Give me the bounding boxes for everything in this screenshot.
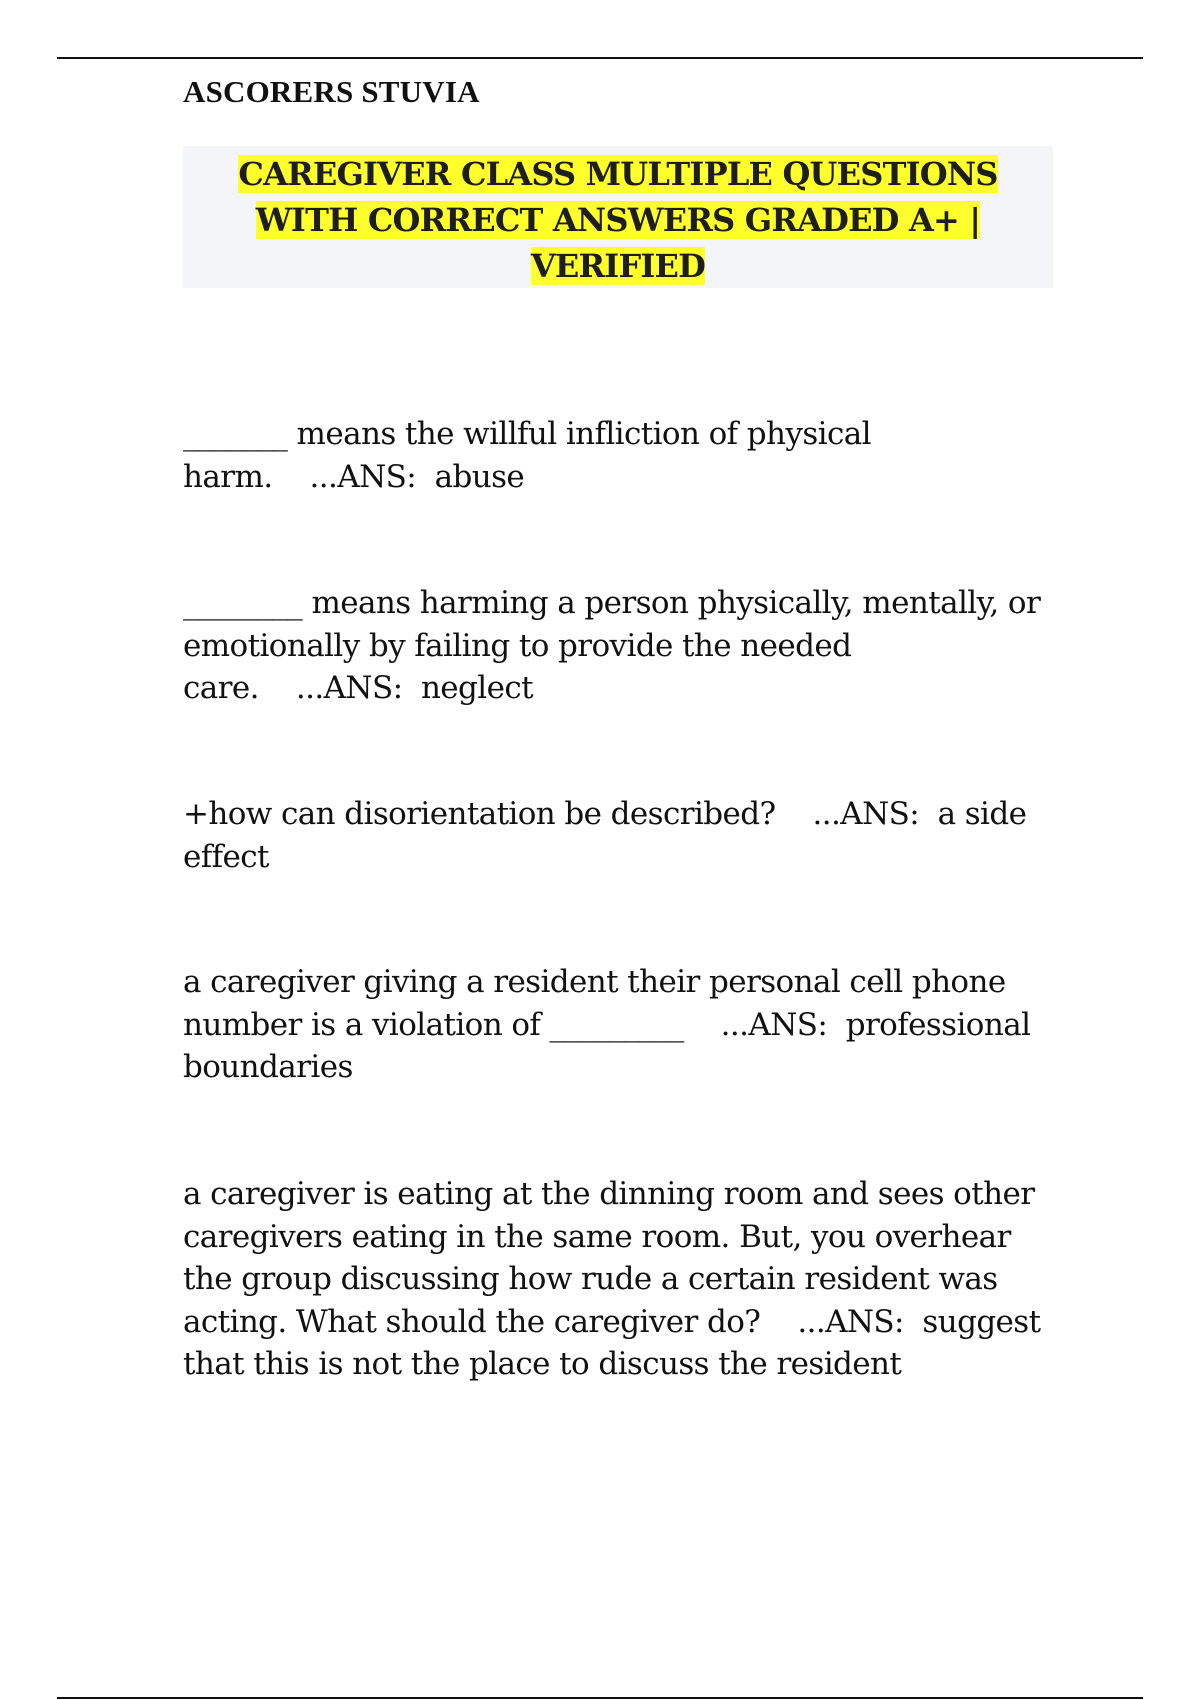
question-line: emotionally by failing to provide the needed	[183, 627, 852, 664]
question-line: care. ...ANS: neglect	[183, 670, 533, 706]
question-item	[183, 961, 1063, 1089]
question-item	[183, 793, 1063, 878]
question-line: that this is not the place to discuss the resident	[183, 1346, 902, 1382]
title-line	[183, 151, 1053, 197]
question-line: number is a violation of _________ ...ANS: professional	[183, 1006, 1031, 1043]
question-line: boundaries	[183, 1049, 353, 1085]
question-item	[183, 582, 1063, 710]
question-line: effect	[183, 838, 269, 875]
question-line: ________ means harming a person physically, mentally, or	[183, 585, 1041, 621]
top-rule	[57, 57, 1143, 59]
title-line-text: CAREGIVER CLASS MULTIPLE QUESTIONS	[238, 155, 998, 193]
question-line: acting. What should the caregiver do? ...ANS: suggest	[183, 1303, 1041, 1340]
question-line: _______ means the willful infliction of physical	[183, 416, 871, 452]
question-line: a caregiver giving a resident their personal cell phone	[183, 964, 1006, 1000]
question-line: caregivers eating in the same room. But, you overhear	[183, 1218, 1011, 1255]
title-line	[183, 243, 1053, 289]
header-brand: ASCORERS STUVIA	[183, 74, 480, 109]
question-line: the group discussing how rude a certain resident was	[183, 1261, 998, 1297]
bottom-rule	[57, 1697, 1143, 1699]
question-item	[183, 1173, 1063, 1386]
question-line: +how can disorientation be described? ...ANS: a side	[183, 796, 1027, 832]
document-title	[183, 146, 1053, 288]
question-item	[183, 413, 1063, 498]
question-line: harm. ...ANS: abuse	[183, 458, 525, 495]
title-line-text: VERIFIED	[530, 247, 706, 285]
title-line-text: WITH CORRECT ANSWERS GRADED A+ |	[255, 201, 981, 239]
title-line	[183, 197, 1053, 243]
question-line: a caregiver is eating at the dinning room and sees other	[183, 1176, 1035, 1212]
